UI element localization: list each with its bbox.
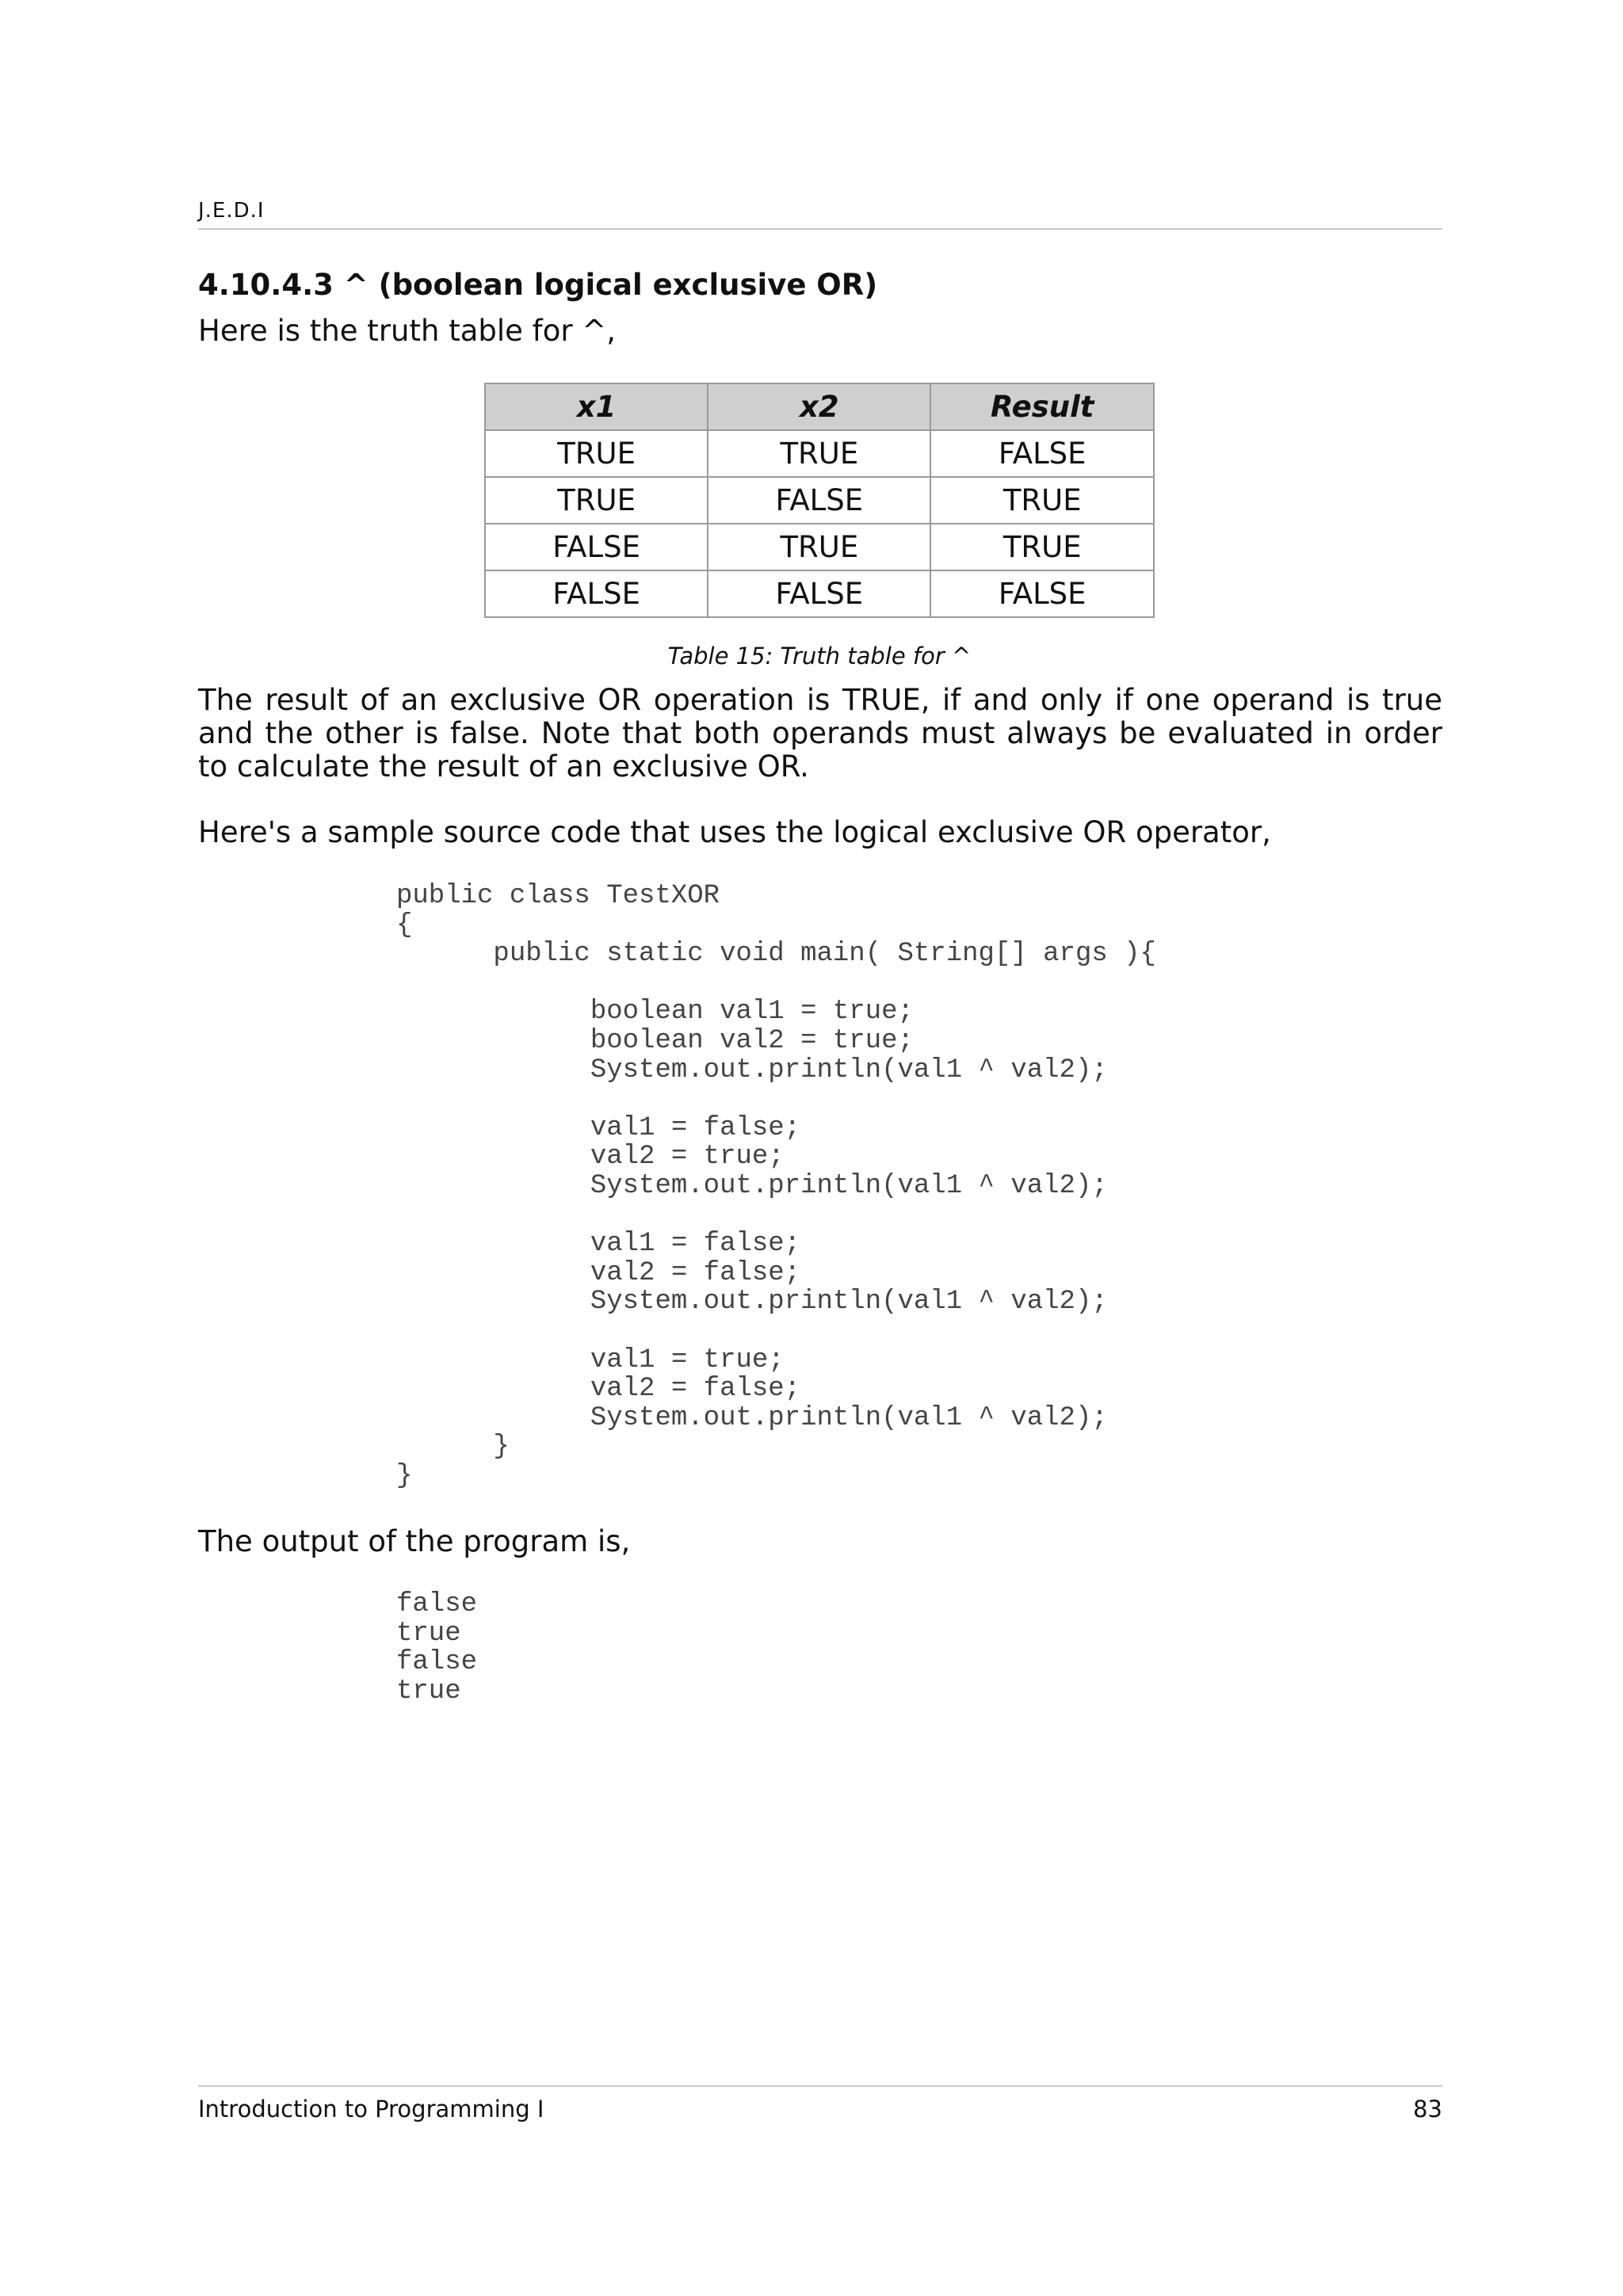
table-header-cell: x1 — [485, 383, 708, 430]
table-row — [485, 570, 1154, 617]
intro-paragraph: Here is the truth table for ^, — [198, 314, 617, 348]
table-cell: TRUE — [930, 477, 1154, 524]
table-cell: FALSE — [485, 570, 708, 617]
section-title: 4.10.4.3 ^ (boolean logical exclusive OR) — [198, 268, 878, 302]
table-row — [485, 524, 1154, 570]
table-header-row — [485, 383, 1154, 430]
truth-table — [484, 383, 1155, 618]
table-header-cell: x2 — [708, 383, 930, 430]
table-caption: Table 15: Truth table for ^ — [667, 643, 972, 669]
table-row — [485, 430, 1154, 477]
table-cell: TRUE — [485, 477, 708, 524]
table-cell: TRUE — [708, 524, 930, 570]
table-cell: FALSE — [708, 570, 930, 617]
header-text: J.E.D.I — [198, 199, 265, 223]
table-cell: TRUE — [930, 524, 1154, 570]
output-intro-paragraph: The output of the program is, — [198, 1524, 631, 1558]
page-header — [198, 196, 1442, 230]
explanation-paragraph: The result of an exclusive OR operation is TRUE, if and only if one operand is true and the other is false. Note that both operands must always be evaluated in order to calculate the result of an exclusive OR. — [198, 683, 1442, 784]
table-cell: TRUE — [485, 430, 708, 477]
table-cell: TRUE — [708, 430, 930, 477]
table-row — [485, 477, 1154, 524]
footer-title: Introduction to Programming I — [198, 2096, 544, 2122]
table-cell: FALSE — [930, 430, 1154, 477]
code-block: public class TestXOR { public static void main( String[] args ){ boolean val1 = true; boolean val2 = true; System.out.println(val1 ^ val2); val1 = false; val2 = true; System.out.println(val1 ^ val2); val1 = false; val2 = false; System.out.println(val1 ^ val2); val1 = true; val2 = false; System.out.println(val1 ^ val2); } } — [396, 881, 1156, 1491]
page-number: 83 — [1413, 2096, 1442, 2122]
table-cell: FALSE — [708, 477, 930, 524]
table-header-cell: Result — [930, 383, 1154, 430]
table-cell: FALSE — [930, 570, 1154, 617]
table-cell: FALSE — [485, 524, 708, 570]
sample-intro-paragraph: Here's a sample source code that uses the logical exclusive OR operator, — [198, 815, 1271, 849]
output-block: false true false true — [396, 1589, 478, 1707]
page-footer — [198, 2085, 1442, 2125]
